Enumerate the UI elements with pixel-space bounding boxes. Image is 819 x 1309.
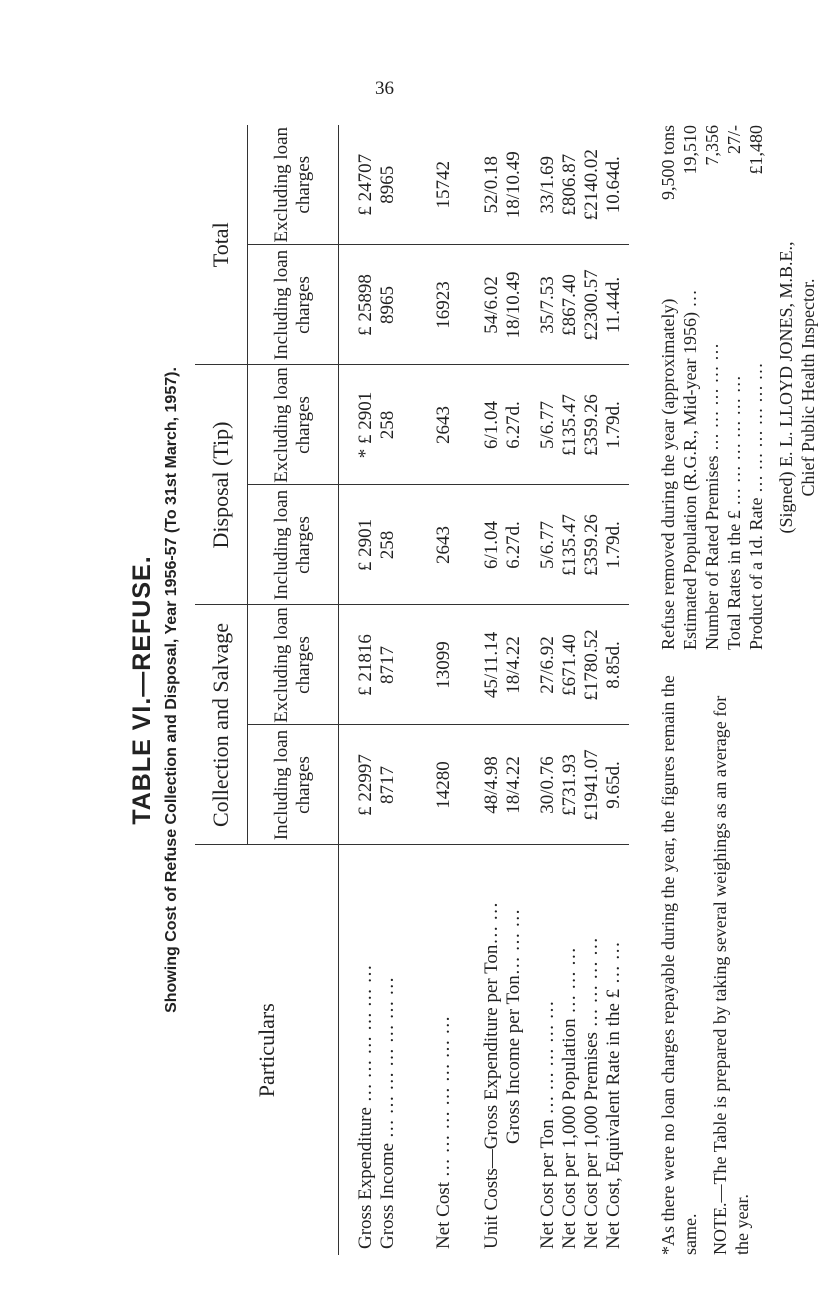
stat-row	[723, 125, 745, 650]
refuse-cost-table	[195, 125, 629, 1255]
table-cell: £731.93	[558, 754, 580, 816]
particulars-header: Particulars	[195, 845, 339, 1255]
table-cell: £671.40	[558, 634, 580, 696]
table-cell: 52/0.18	[480, 155, 502, 214]
stat-row	[701, 125, 723, 650]
table-cell: 14280	[415, 725, 473, 845]
signature-block	[775, 125, 819, 650]
stat-label: Number of Rated Premises … … … … …	[702, 343, 722, 650]
table-cell: £2140.02	[580, 149, 602, 221]
table-cell: 45/11.14	[480, 631, 502, 699]
row-label: Net Cost, Equivalent Rate in the £ … …	[602, 941, 624, 1249]
table-row	[339, 125, 415, 1255]
table-cell: £ 22997	[354, 754, 376, 816]
table-cell: 48/4.98	[480, 756, 502, 814]
stat-label: Refuse removed during the year (approximately)	[658, 298, 678, 650]
table-cell: £2300.57	[580, 269, 602, 341]
table-cell: £ 2901	[354, 518, 376, 572]
sub-header-including: Including loan charges	[248, 485, 339, 605]
table-cell: 10.64d.	[602, 156, 624, 214]
table-cell: £135.47	[558, 514, 580, 576]
table-cell: 8965	[376, 165, 398, 204]
table-cell: £1780.52	[580, 629, 602, 701]
table-row	[473, 125, 533, 1255]
table-cell: 35/7.53	[536, 276, 558, 334]
table-cell: 6/1.04	[480, 400, 502, 450]
table-cell: £359.26	[580, 394, 602, 456]
table-cell: 6.27d.	[502, 401, 524, 449]
stat-value: 7,356	[702, 125, 722, 166]
table-cell: £867.40	[558, 274, 580, 336]
stat-row	[679, 125, 701, 650]
group-total-header: Total	[195, 125, 248, 365]
row-label: Net Cost per 1,000 Population … … …	[558, 947, 580, 1249]
stat-value: 19,510	[680, 125, 700, 175]
table-cell: £359.26	[580, 514, 602, 576]
table-cell: 54/6.02	[480, 276, 502, 334]
table-subtitle: Showing Cost of Refuse Collection and Disposal, Year 1956-57 (To 31st March, 1957).	[163, 367, 180, 1013]
page-number: 36	[375, 78, 394, 99]
sub-header-excluding: Excluding loan charges	[248, 365, 339, 485]
table-cell: £ 21816	[354, 634, 376, 696]
table-cell: £ 24707	[354, 153, 376, 216]
group-disposal-header: Disposal (Tip)	[195, 365, 248, 605]
table-cell: 30/0.76	[536, 756, 558, 814]
table-cell: £135.47	[558, 394, 580, 456]
table-cell: 1.79d.	[602, 401, 624, 449]
table-row	[533, 125, 629, 1255]
table-cell: 13099	[415, 605, 473, 725]
row-label: Net Cost … … … … … … …	[432, 1015, 454, 1249]
table-cell: 6/1.04	[480, 520, 502, 570]
table-cell: 18/4.22	[502, 636, 524, 694]
stat-value: 9,500 tons	[658, 125, 678, 201]
stat-label: Total Rates in the £ … … … … … …	[724, 375, 744, 650]
table-cell: 8965	[376, 286, 398, 324]
table-cell: £ 25898	[354, 274, 376, 336]
table-cell: * £ 2901	[354, 391, 376, 459]
sub-header-excluding: Excluding loan charges	[248, 605, 339, 725]
table-cell: 258	[376, 410, 398, 440]
row-label: Gross Income per Ton… … …	[502, 908, 524, 1144]
table-cell: 6.27d.	[502, 521, 524, 569]
table-cell: 8717	[376, 766, 398, 804]
row-label: Net Cost per 1,000 Premises … … … …	[580, 937, 602, 1249]
table-cell: 8.85d.	[602, 641, 624, 689]
table-cell: 16923	[415, 245, 473, 365]
row-label: Gross Expenditure … … … … … …	[354, 964, 376, 1249]
sub-header-excluding: Excluding loan charges	[248, 125, 339, 245]
table-row	[415, 125, 473, 1255]
group-collection-header: Collection and Salvage	[195, 605, 248, 845]
table-cell: 5/6.77	[536, 520, 558, 570]
table-cell: 18/10.49	[502, 151, 524, 219]
table-cell: 5/6.77	[536, 400, 558, 450]
table-cell: 2643	[415, 485, 473, 605]
rotated-table-page	[125, 65, 818, 1255]
table-cell: 11.44d.	[602, 276, 624, 334]
asterisk-note: *As there were no loan charges repayable during the year, the figures remain the same.	[658, 675, 700, 1255]
sub-header-including: Including loan charges	[248, 725, 339, 845]
table-note: NOTE.—The Table is prepared by taking several weighings as an average for the year.	[710, 695, 752, 1255]
stat-label: Product of a 1d. Rate … … … … … …	[746, 362, 766, 650]
table-cell: 15742	[415, 125, 473, 245]
table-cell: 33/1.69	[536, 155, 558, 214]
stat-row	[657, 125, 679, 650]
table-cell: 18/4.22	[502, 756, 524, 814]
table-cell: £806.87	[558, 153, 580, 216]
row-label: Unit Costs—Gross Expenditure per Ton… …	[480, 901, 502, 1249]
table-cell: 2643	[415, 365, 473, 485]
row-label: Net Cost per Ton … … … … …	[536, 1000, 558, 1249]
stat-label: Estimated Population (R.G.R., Mid-year 1956) …	[680, 289, 700, 650]
table-title: TABLE VI.—REFUSE.	[128, 555, 156, 825]
row-label: Gross Income … … … … … … …	[376, 976, 398, 1249]
table-cell: 9.65d.	[602, 761, 624, 809]
stat-value: £1,480	[746, 125, 766, 175]
table-cell: 1.79d.	[602, 521, 624, 569]
table-cell: 8717	[376, 646, 398, 684]
table-cell: 18/10.49	[502, 271, 524, 339]
stat-row	[745, 125, 767, 650]
table-cell: £1941.07	[580, 749, 602, 821]
sub-header-including: Including loan charges	[248, 245, 339, 365]
table-cell: 258	[376, 530, 398, 560]
statistics-list	[657, 125, 767, 650]
stat-value: 27/-	[724, 125, 744, 154]
signature-line: (Signed) E. L. LLOYD JONES, M.B.E.,	[776, 241, 796, 534]
signature-title: Chief Public Health Inspector.	[798, 278, 818, 497]
table-cell: 27/6.92	[536, 636, 558, 694]
